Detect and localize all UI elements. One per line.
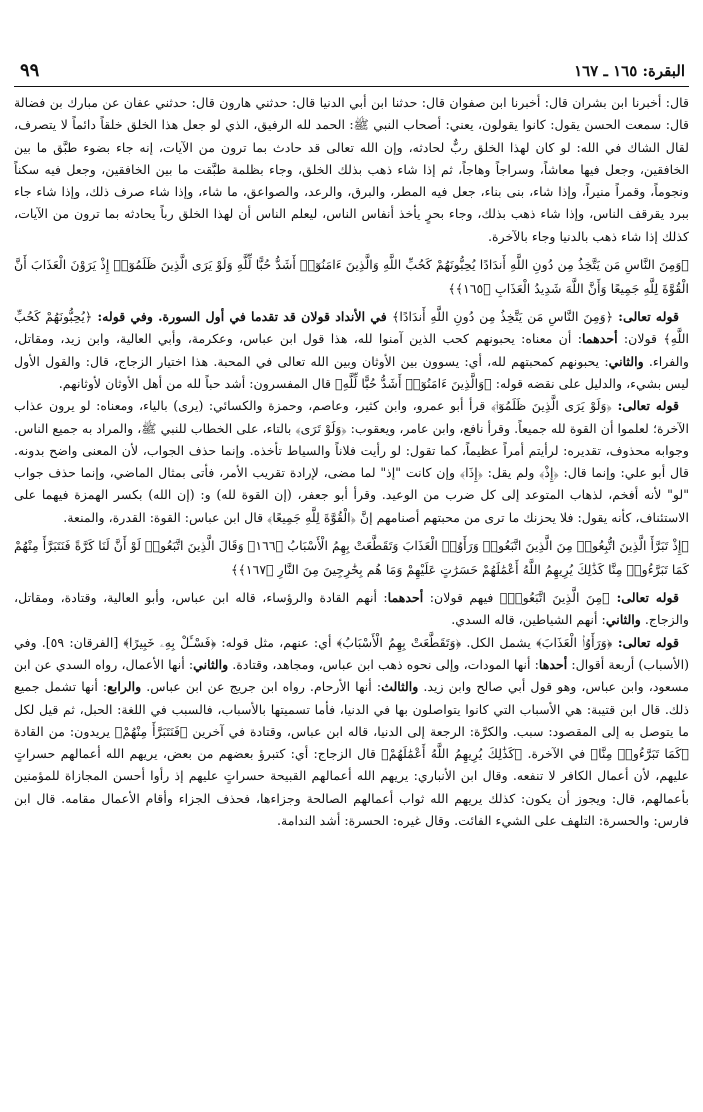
text-segment: ﴿إِذْ تَبَرَّأَ الَّذِينَ اتُّبِعُوا۟ مِنَ الَّذِينَ اتَّبَعُوا۟ وَرَأَوُا۟ الْعَذَابَ وَتَقَطَّعَتْ بِهِمُ الْأَسْبَابُ ﴿١٦٦﴾ وَقَالَ الَّذِينَ اتَّبَعُوا۟ لَوْ أَنَّ لَنَا كَرَّةً فَنَتَبَرَّأَ مِنْهُمْ كَمَا تَبَرَّءُوا۟ مِنَّا كَذَٰلِكَ يُرِيهِمُ اللَّهُ أَعْمَٰلَهُمْ حَسَرَٰتٍ عَلَيْهِمْ وَمَا هُم بِخَٰرِجِينَ مِنَ النَّارِ ﴿١٦٧﴾﴾: [14, 538, 689, 577]
bold-marker: قوله تعالى:: [611, 398, 679, 414]
text-segment: ﴿وَالَّذِينَ ءَامَنُوٓا۟ أَشَدُّ حُبًّا لِّلَّهِ﴾: [335, 375, 492, 391]
bold-marker: قوله تعالى:: [613, 309, 679, 325]
text-segment: ﴿وَمِنَ النَّاسِ مَن يَتَّخِذُ مِن دُونِ اللَّهِ أَندَادًا يُحِبُّونَهُمْ كَحُبِّ اللَّهِ وَالَّذِينَ ءَامَنُوٓا۟ أَشَدُّ حُبًّا لِّلَّهِ وَلَوْ يَرَى الَّذِينَ ظَلَمُوٓا۟ إِذْ يَرَوْنَ الْعَذَابَ أَنَّ الْقُوَّةَ لِلَّهِ جَمِيعًا وَأَنَّ اللَّهَ شَدِيدُ الْعَذَابِ ﴿١٦٥﴾﴾: [14, 257, 689, 296]
bold-marker: قوله تعالى:: [609, 590, 679, 606]
bold-marker: أحدهما: [387, 590, 424, 606]
bold-marker: والثاني: [608, 353, 644, 369]
text-segment: : يحبونهم كمحبتهم لله، أي: يسوون بين الأوثان وبين الله تعالى في المحبة. هذا اختيار الزجاج، قال: والقول الأول ليس بشيء، والدليل على نقضه قوله:: [14, 353, 689, 391]
text-segment: ﴿وَلَوْ تَرَى﴾: [295, 420, 347, 436]
page-header: [14, 60, 689, 87]
text-segment: قال الزجاج: أي: كتبرؤ بعضهم من بعض، يريهم الله أعمالهم حسراتٍ عليهم، لأن أعمال الكافر لا تنفعه. وقال ابن الأنباري: يريهم الله أعمالهم القبيحة حسراتٍ عليهم إذ رأوا أحسن المجازاة للمؤمنين بأعمالهم، قال: ويجوز أن يكون: كذلك يريهم الله ثواب أعمالهم الصالحة وجزاءها، فحذف الجزاء وأقام الأعمال مقامه. قال ابن فارس: والحسرة: التلهف على الشيء الفائت. وقال غيره: الحسرة: أشد الندامة.: [14, 746, 689, 829]
text-segment: : أنهم الشياطين، قاله السدي.: [451, 612, 606, 628]
text-segment: ﴿الْقُوَّةَ لِلَّهِ جَمِيعًا﴾: [267, 509, 356, 525]
commentary-paragraph: [14, 92, 689, 248]
text-segment: ﴿وَرَأَوُا۟ الْعَذَابَ﴾: [536, 634, 613, 650]
text-segment: ﴿كَمَا تَبَرَّءُوا۟ مِنَّا﴾: [590, 746, 689, 762]
bold-marker: والثالث: [381, 679, 419, 695]
page-number: ٩٩: [20, 60, 40, 81]
text-segment: ﴿فَنَتَبَرَّأَ مِنْهُمْ﴾: [114, 723, 188, 739]
bold-marker: قوله تعالى:: [612, 634, 679, 650]
running-head: البقرة: ١٦٥ ـ ١٦٧: [574, 62, 685, 80]
text-segment: [الفرقان: ٥٩]. وفي (الأسباب) أربعة أقوال:: [14, 634, 689, 672]
quran-verse-block: [14, 534, 689, 581]
text-segment: ﴿فَسْـَٔلْ بِهِۦ خَبِيرًا﴾: [123, 634, 217, 650]
text-segment: : أنها الأعمال، رواه السدي عن ابن مسعود، وابن عباس، وهو قول أبي صالح وابن زيد.: [14, 656, 689, 695]
text-segment: يشمل الكل.: [461, 634, 537, 650]
commentary-paragraph: [14, 306, 689, 395]
text-segment: في الآخرة.: [522, 746, 591, 762]
text-segment: قال: أخبرنا ابن بشران قال: أخبرنا ابن صفوان قال: حدثنا ابن أبي الدنيا قال: حدثني هارون قال: حدثني عفان عن مبارك بن فضالة قال: سمعت الحسن يقول: كانوا يقولون، يعني: أصحاب النبي ﷺ: الحمد لله الرفيق، الذي لو جعل هذا الخلق خلقاً دائماً لا يتصرف، لقال الشاك في الله: لو كان لهذا الخلق ربٌّ لحادثه، وإن الله تعالى قد حادث بما ترون من الآيات، إنه جاء بضوء طبَّق ما بين الخافقين، وجعل فيها معاشاً، وسراجاً وهاجاً، ثم إذا شاء ذهب بذلك الخلق، وجاء بظلمة طبَّقت ما بين الخافقين، وجعل فيه سكناً ونجوماً، وقمراً منيراً، وإذا شاء، بنى بناء، جعل فيه المطر، والبرق، والرعد، والصواعق، ما شاء، وإذا شاء صرف ذلك، وإذا شاء جاء ببرد يقرقف الناس، وإذا شاء ذهب بذلك، وجاء بحرٍ يأخذ أنفاس الناس، ليعلم الناس أن لهذا الخلق رباً يحادثه بما ترون من الآيات، كذلك إذا شاء ذهب بالدنيا وجاء بالآخرة.: [14, 95, 689, 244]
commentary-paragraph: [14, 587, 689, 632]
bold-marker: أحدها: [538, 656, 568, 672]
text-segment: : أنها الأرحام. رواه ابن جريج عن ابن عباس.: [141, 679, 382, 695]
text-segment: ﴿وَمِنَ النَّاسِ مَن يَتَّخِذُ مِن دُونِ اللَّهِ أَندَادًا﴾: [391, 309, 614, 325]
bold-marker: والثاني: [193, 656, 229, 672]
text-segment: : أنها المودات، وإلى نحوه ذهب ابن عباس، ومجاهد، وقتادة.: [228, 656, 539, 672]
text-segment: قال المفسرون: أشد حباً لله من أهل الأوثان لأوثانهم.: [58, 375, 336, 391]
text-segment: ﴿وَلَوْ يَرَى الَّذِينَ ظَلَمُوٓا۟﴾: [490, 398, 612, 414]
text-segment: : أنها تشمل جميع ذلك. قال ابن قتيبة: هي الأسباب التي كانوا يتواصلون بها في الدنيا، فأما تسميتها بالأسباب، فالسبب في اللغة: الحبل، ثم قيل لكل ما يتوصل به إلى المقصود: سبب. والكرَّة: الرجعة إلى الدنيا، قاله ابن عباس، وقتادة في آخرين: [14, 679, 689, 739]
text-segment: : أنهم القادة والرؤساء، قاله ابن عباس، وأبو العالية، وقتادة، ومقاتل، والزجاج.: [14, 590, 689, 628]
text-segment: وإن كانت "إذ" لما مضى، لإرادة تقريب الأمر، فأتى بمثال الماضي، وإنما حذف جواب "لو" لأنه أفخم، لذهاب المتوعد إلى كل ضرب من الوعيد. وقرأ أبو جعفر، (إن القوة لله) و: (إن الله) بكسر الهمزة فيهما على الاستئناف، كأنه يقول: فلا يحزنك ما ترى من محبتهم أصنامهم إنَّ: [14, 465, 689, 525]
text-segment: يريدون: من القادة: [14, 723, 115, 739]
bold-marker: في الأنداد قولان قد تقدما في أول السورة. وفي قوله:: [92, 309, 392, 325]
bold-marker: والثاني: [605, 612, 641, 628]
text-segment: ﴿إِذْ﴾: [539, 465, 559, 481]
text-segment: بالتاء، على الخطاب للنبي ﷺ، والمراد به جميع الناس. وجوابه محذوف، تقديره: لرأيتم أمراً عظيماً، كما تقول: لو رأيت فلاناً والسياط تأخذه. وإنما حذف الجواب، لأن المعنى واضح بدونه. قال أبو علي: وإنما قال:: [14, 420, 689, 481]
text-segment: ﴿يُحِبُّونَهُمْ كَحُبِّ اللَّهِ﴾: [14, 309, 689, 347]
bold-marker: أحدهما: [581, 331, 618, 347]
text-segment: : أن معناه: يحبونهم كحب الذين آمنوا لله، هذا قول ابن عباس، وعكرمة، وأبي العالية، وابن زيد، ومقاتل، والفراء.: [14, 331, 689, 369]
text-segment: قال ابن عباس: القوة: القدرة، والمنعة.: [63, 509, 268, 525]
quran-verse-block: [14, 253, 689, 300]
text-segment: ﴿كَذَٰلِكَ يُرِيهِمُ اللَّهُ أَعْمَٰلَهُمْ﴾: [381, 746, 523, 762]
text-segment: قولان:: [617, 331, 664, 347]
text-segment: ولم يقل:: [482, 465, 540, 481]
text-segment: ﴿وَتَقَطَّعَتْ بِهِمُ الْأَسْبَابُ﴾: [336, 634, 462, 650]
text-segment: ﴿مِنَ الَّذِينَ اتَّبَعُوا۟﴾: [499, 590, 610, 606]
text-segment: قرأ أبو عمرو، وابن كثير، وعاصم، وحمزة والكسائي: (يرى) بالياء، ومعناه: لو يرون عذاب الآخرة؛ لعلموا أن القوة لله جميعاً. وقرأ نافع، وابن عامر، ويعقوب:: [14, 398, 689, 436]
text-segment: أي: عنهم، مثل قوله:: [216, 634, 337, 650]
text-segment: ﴿إِذَا﴾: [459, 465, 483, 481]
commentary-paragraph: [14, 632, 689, 833]
commentary-paragraph: [14, 395, 689, 529]
bold-marker: والرابع: [107, 679, 142, 695]
page-body: [14, 92, 689, 1104]
text-segment: فيهم قولان:: [423, 590, 500, 606]
